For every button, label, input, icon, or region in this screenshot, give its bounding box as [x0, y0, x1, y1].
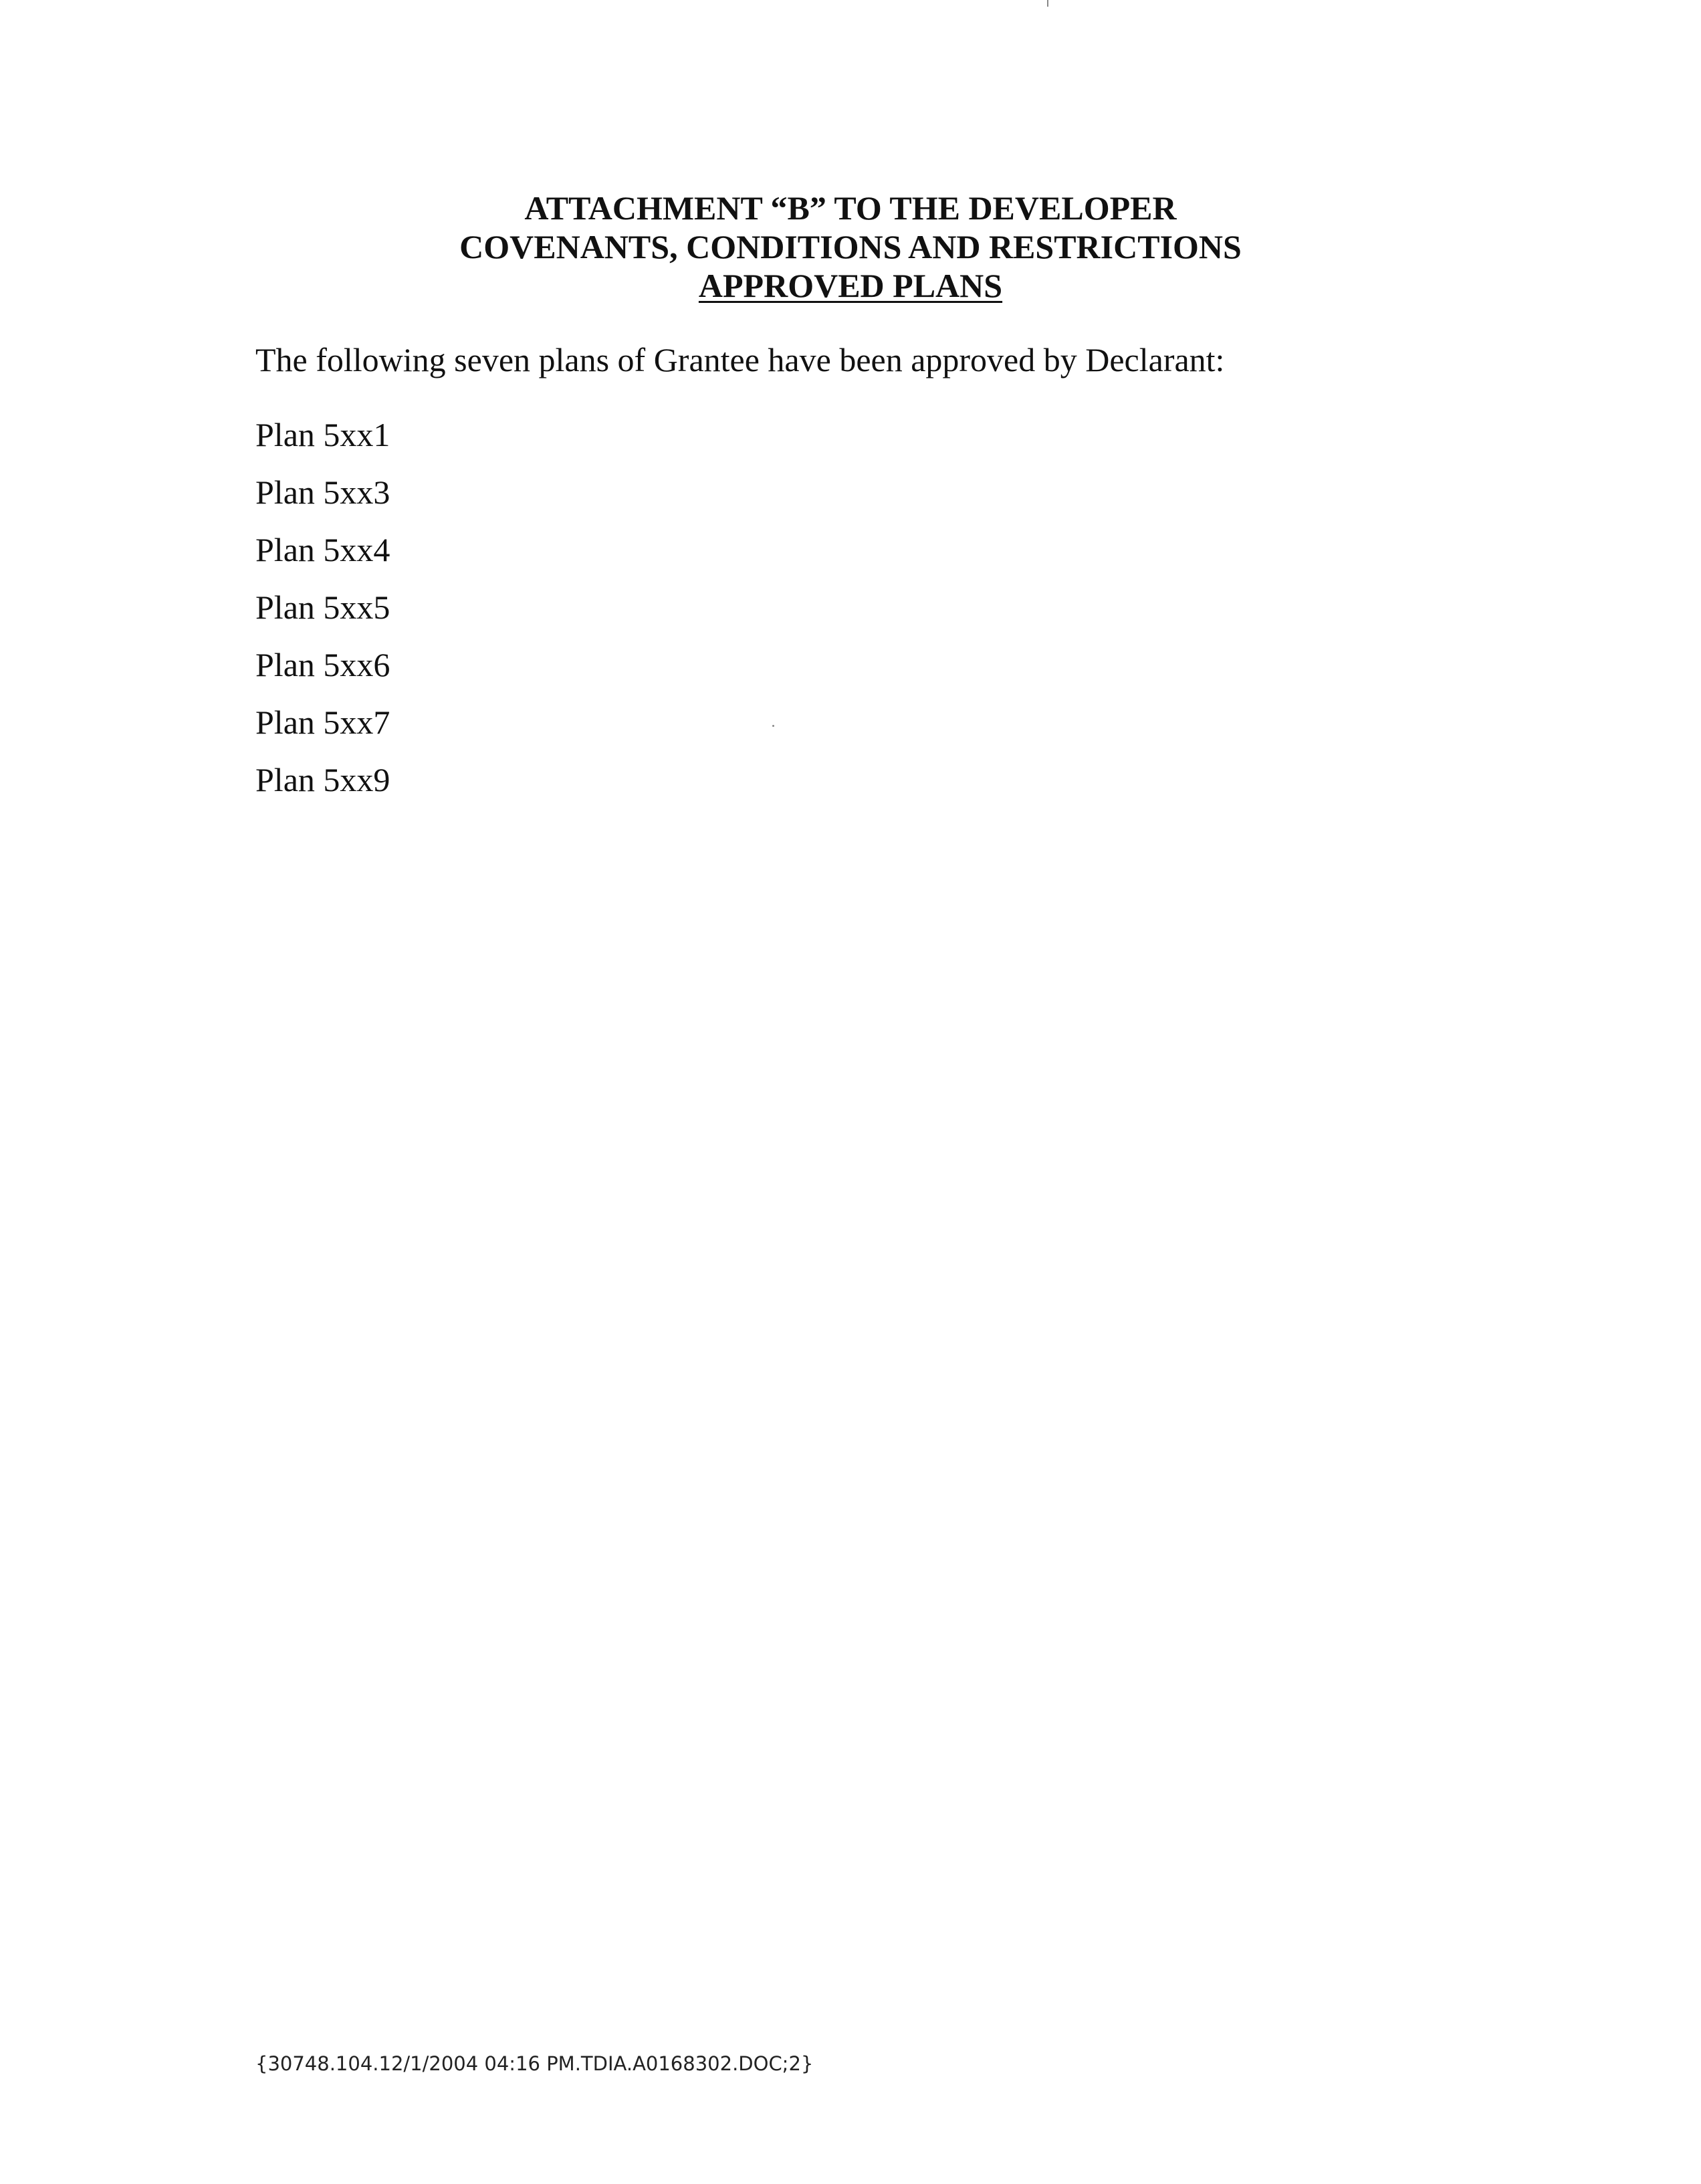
plan-item: Plan 5xx7 [255, 703, 390, 741]
heading-line-2: COVENANTS, CONDITIONS AND RESTRICTIONS [459, 228, 1242, 265]
document-heading [0, 189, 1701, 305]
plan-list [255, 415, 390, 817]
heading-line-3: APPROVED PLANS [698, 267, 1003, 304]
plan-item: Plan 5xx4 [255, 531, 390, 568]
plan-item: Plan 5xx9 [255, 761, 390, 798]
plan-item: Plan 5xx6 [255, 646, 390, 683]
scan-mark [1047, 0, 1048, 7]
plan-item: Plan 5xx5 [255, 588, 390, 626]
plan-item: Plan 5xx1 [255, 416, 390, 453]
heading-line-1: ATTACHMENT “B” TO THE DEVELOPER [524, 189, 1177, 227]
document-footer-id: {30748.104.12/1/2004 04:16 PM.TDIA.A0168302.DOC;2} [255, 2052, 814, 2075]
intro-paragraph: The following seven plans of Grantee have been approved by Declarant: [255, 341, 1225, 378]
scan-mark [772, 725, 774, 727]
plan-item: Plan 5xx3 [255, 473, 390, 511]
